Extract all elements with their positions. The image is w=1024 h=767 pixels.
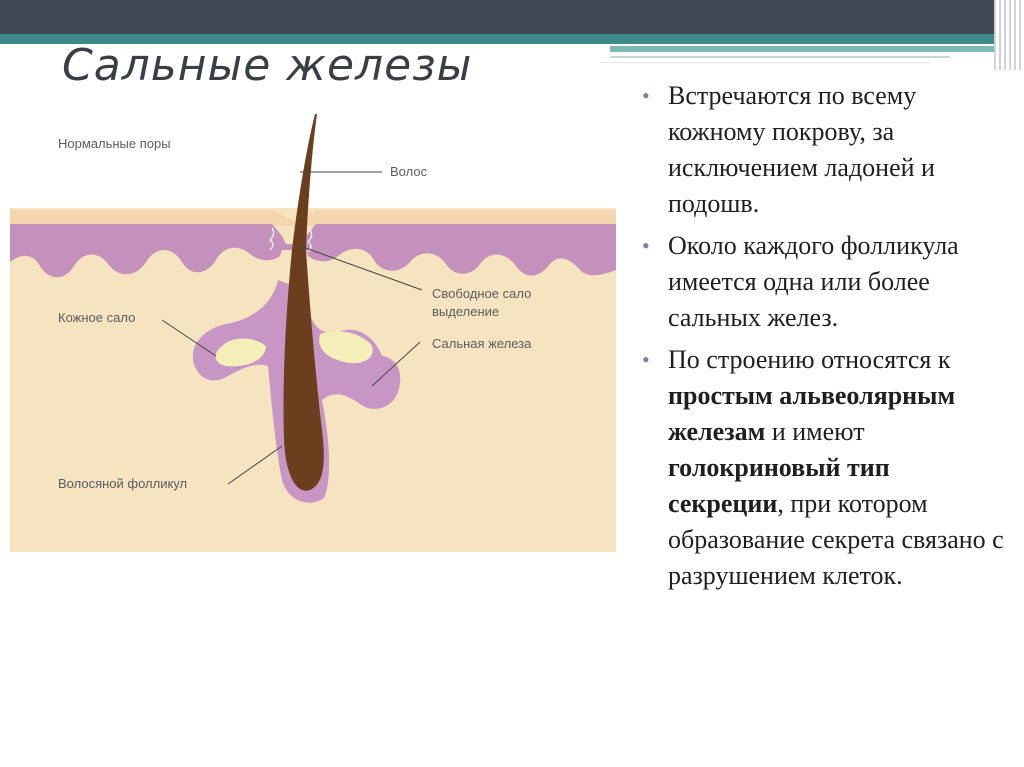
top-header-bar bbox=[0, 0, 1024, 36]
bullet-text: Около каждого фолликула имеется одна или более сальных желез. bbox=[668, 231, 959, 332]
bullet-text-part: и имеют bbox=[765, 417, 865, 446]
label-free-sebum-line2: выделение bbox=[432, 304, 500, 319]
bullet-item bbox=[640, 228, 1010, 336]
slide-title: Сальные железы bbox=[62, 40, 473, 91]
epidermis-surface bbox=[10, 210, 616, 226]
label-hair: Волос bbox=[390, 164, 428, 179]
label-skin-sebum: Кожное сало bbox=[58, 310, 136, 325]
bullet-text-part: По строению относятся к bbox=[668, 345, 951, 374]
bullet-list bbox=[640, 78, 1010, 600]
bullet-text: Встречаются по всему кожному покрову, за исключением ладоней и подошв. bbox=[668, 81, 935, 218]
sebaceous-gland-diagram bbox=[10, 110, 616, 552]
bullet-text-part: , при котором образование секрета связано с разрушением клеток. bbox=[668, 489, 1004, 590]
edge-decoration bbox=[994, 0, 1024, 70]
label-hair-follicle: Волосяной фолликул bbox=[58, 476, 188, 491]
bullet-bold-text: простым альвеолярным железам bbox=[668, 381, 956, 446]
decorative-line bbox=[600, 62, 930, 63]
bullet-item bbox=[640, 78, 1010, 222]
decorative-line bbox=[610, 56, 950, 58]
label-sebaceous-gland: Сальная железа bbox=[432, 336, 532, 351]
bullet-bold-text: голокриновый тип секреции bbox=[668, 453, 890, 518]
bullet-item bbox=[640, 342, 1010, 594]
label-free-sebum-line1: Свободное сало bbox=[432, 286, 532, 301]
top-accent-stripe-light bbox=[610, 46, 1024, 52]
label-normal-pores: Нормальные поры bbox=[58, 136, 171, 151]
diagram-svg bbox=[10, 110, 616, 552]
